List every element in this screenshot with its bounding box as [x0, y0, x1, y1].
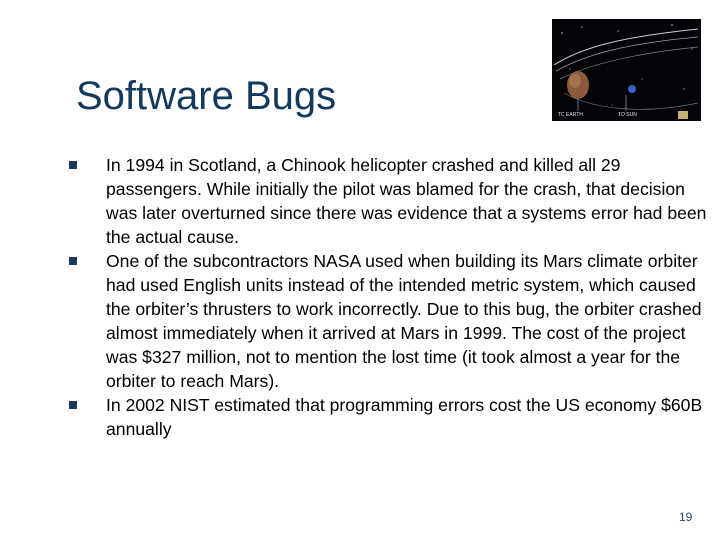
slide-title: Software Bugs	[76, 74, 337, 118]
mars-orbiter-image	[552, 19, 701, 121]
page-number: 19	[679, 510, 693, 524]
bullet-item	[68, 393, 708, 441]
image-label-sun: TO SUN	[618, 112, 637, 118]
bullet-list	[68, 153, 708, 441]
bullet-text: In 1994 in Scotland, a Chinook helicopter crashed and killed all 29 passengers. While initially the pilot was blamed for the crash, that decision was later overturned since there was evidence that a systems error had been the actual cause.	[106, 155, 707, 247]
bullet-text: In 2002 NIST estimated that programming errors cost the US economy $60B annually	[106, 395, 703, 439]
square-bullet-icon	[69, 161, 77, 169]
square-bullet-icon	[69, 401, 77, 409]
bullet-item	[68, 153, 708, 249]
bullet-item	[68, 249, 708, 393]
bullet-text: One of the subcontractors NASA used when building its Mars climate orbiter had used English units instead of the intended metric system, which caused the orbiter’s thrusters to work incorrectly. Due to this bug, the orbiter crashed almost immediately when it arrived at Mars in 1999. The cost of the project was $327 million, not to mention the lost time (it took almost a year for the orbiter to reach Mars).	[106, 251, 702, 391]
square-bullet-icon	[69, 257, 77, 265]
image-label-earth: TC EARTH	[558, 112, 583, 118]
